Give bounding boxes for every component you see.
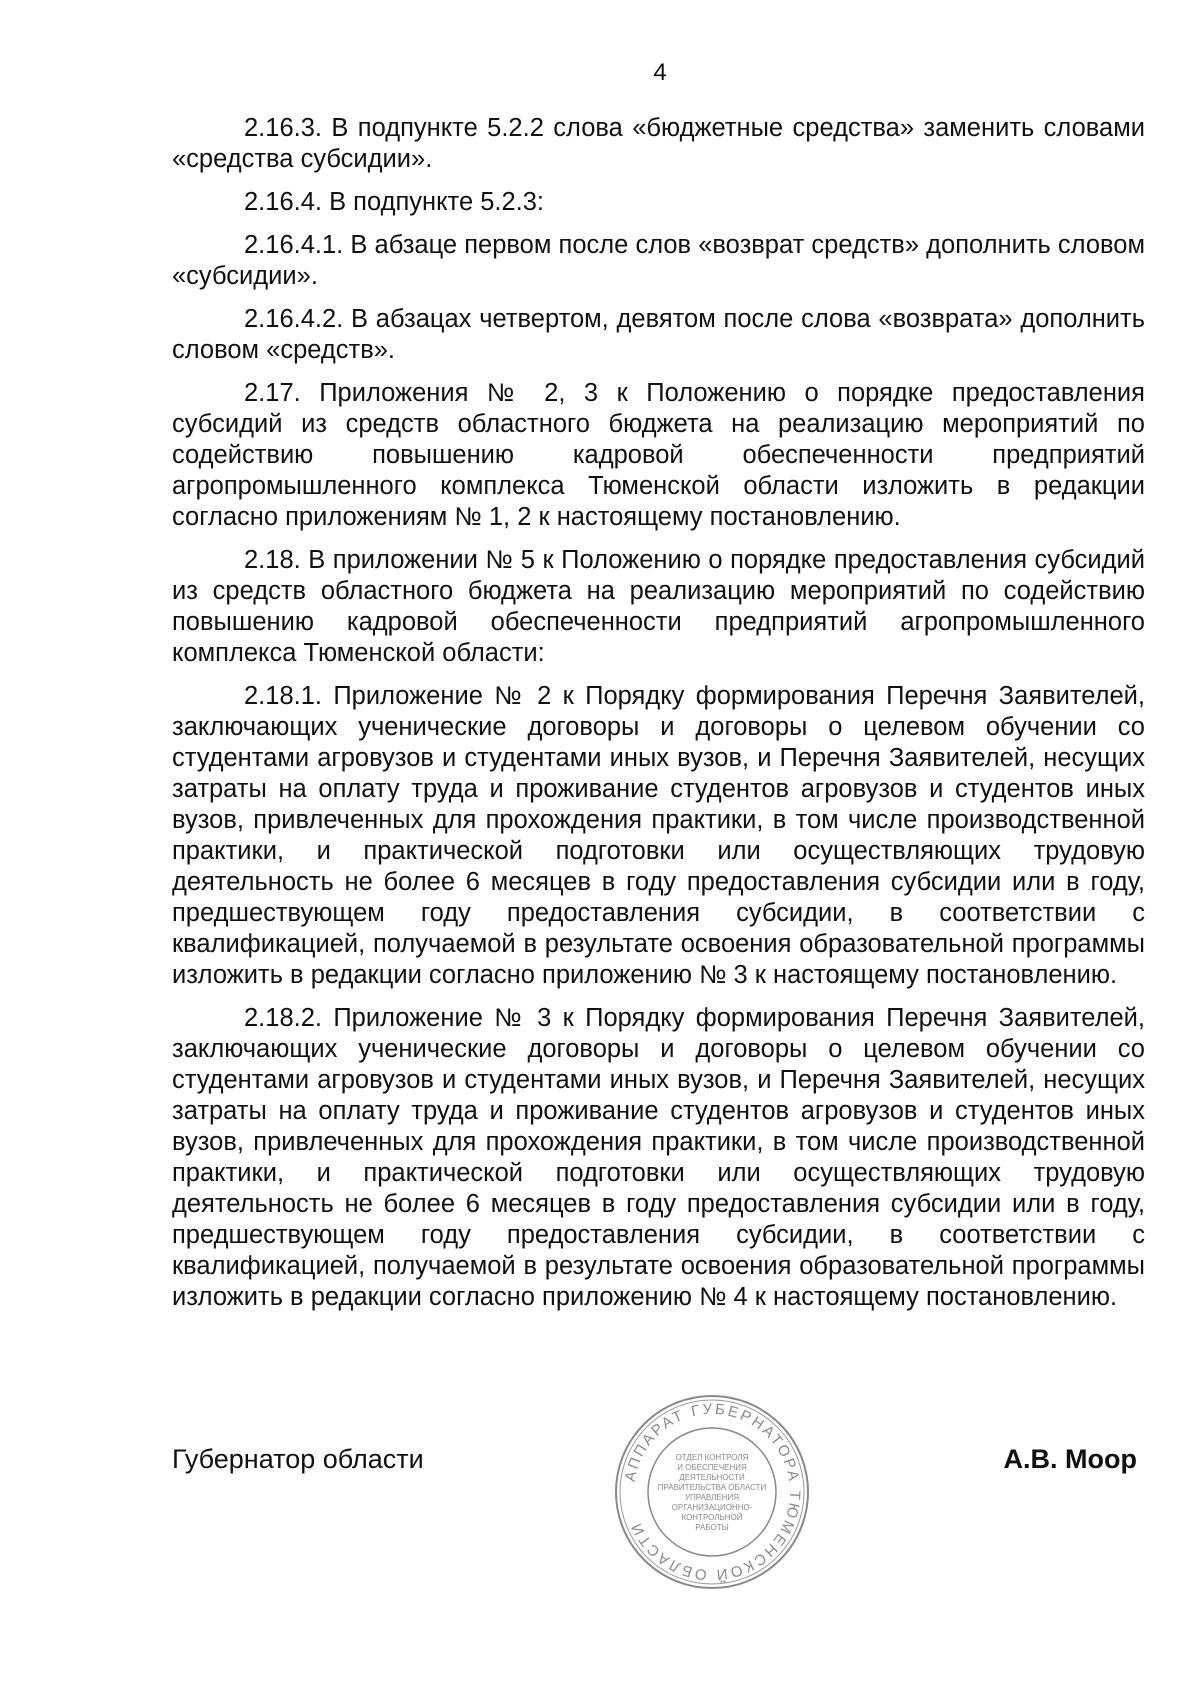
paragraph-2-16-3: 2.16.3. В подпункте 5.2.2 слова «бюджетные средства» заменить словами «средства субсидии».: [172, 114, 1145, 173]
stamp-inner-line: РАБОТЫ: [695, 1523, 729, 1532]
stamp-inner-line: ОТДЕЛ КОНТРОЛЯ: [675, 1453, 749, 1462]
stamp-inner-line: ДЕЯТЕЛЬНОСТИ: [679, 1473, 745, 1482]
stamp-ring-text: АППАРАТ ГУБЕРНАТОРА ТЮМЕНСКОЙ ОБЛАСТИ: [621, 1400, 804, 1584]
paragraph-2-18: 2.18. В приложении № 5 к Положению о порядке предоставления субсидий из средств областного бюджета на реализацию мероприятий по содействию повышению кадровой обеспеченности предприятий агропромышленного комплекса Тюменской области:: [172, 546, 1145, 667]
signatory-position: Губернатор области: [172, 1444, 424, 1474]
stamp-inner-line: КОНТРОЛЬНОЙ: [681, 1513, 743, 1522]
official-stamp-icon: [612, 1392, 812, 1592]
stamp-inner-line: УПРАВЛЕНИЯ: [684, 1493, 740, 1502]
paragraph-2-18-2: 2.18.2. Приложение № 3 к Порядку формирования Перечня Заявителей, заключающих ученические договоры и договоры о целевом обучении со студентами агровузов и студентами иных вузов, и Перечня Заявителей, несущих затраты на оплату труда и проживание студентов агровузов и студентов иных вузов, привлеченных для прохождения практики, в том числе производственной практики, и практической подготовки или осуществляющих трудовую деятельность не более 6 месяцев в году предоставления субсидии или в году, предшествующем году предоставления субсидии, в соответствии с квалификацией, получаемой в результате освоения образовательной программы изложить в редакции согласно приложению № 4 к настоящему постановлению.: [172, 1004, 1145, 1311]
page-number: 4: [653, 59, 667, 86]
paragraph-2-17: 2.17. Приложения № 2, 3 к Положению о порядке предоставления субсидий из средств областного бюджета на реализацию мероприятий по содействию повышению кадровой обеспеченности предприятий агропромышленного комплекса Тюменской области изложить в редакции согласно приложениям № 1, 2 к настоящему постановлению.: [172, 379, 1145, 531]
paragraph-2-16-4-2: 2.16.4.2. В абзацах четвертом, девятом после слова «возврата» дополнить словом «средств».: [172, 305, 1145, 364]
paragraph-2-16-4: 2.16.4. В подпункте 5.2.3:: [244, 188, 545, 216]
document-body: [172, 113, 1145, 1325]
paragraph-2-16-4-1: 2.16.4.1. В абзаце первом после слов «возврат средств» дополнить словом «субсидии».: [172, 231, 1145, 290]
stamp-inner-line: ПРАВИТЕЛЬСТВА ОБЛАСТИ: [657, 1483, 767, 1492]
signatory-name: А.В. Моор: [1003, 1444, 1137, 1474]
stamp-inner-line: ОРГАНИЗАЦИОННО-: [671, 1503, 753, 1512]
stamp-inner-line: И ОБЕСПЕЧЕНИЯ: [677, 1463, 747, 1472]
signature-block: [172, 1400, 1145, 1622]
paragraph-2-18-1: 2.18.1. Приложение № 2 к Порядку формирования Перечня Заявителей, заключающих ученические договоры и договоры о целевом обучении со студентами агровузов и студентами иных вузов, и Перечня Заявителей, несущих затраты на оплату труда и проживание студентов агровузов и студентов иных вузов, привлеченных для прохождения практики, в том числе производственной практики, и практической подготовки или осуществляющих трудовую деятельность не более 6 месяцев в году предоставления субсидии или в году, предшествующем году предоставления субсидии, в соответствии с квалификацией, получаемой в результате освоения образовательной программы изложить в редакции согласно приложению № 3 к настоящему постановлению.: [172, 682, 1145, 989]
